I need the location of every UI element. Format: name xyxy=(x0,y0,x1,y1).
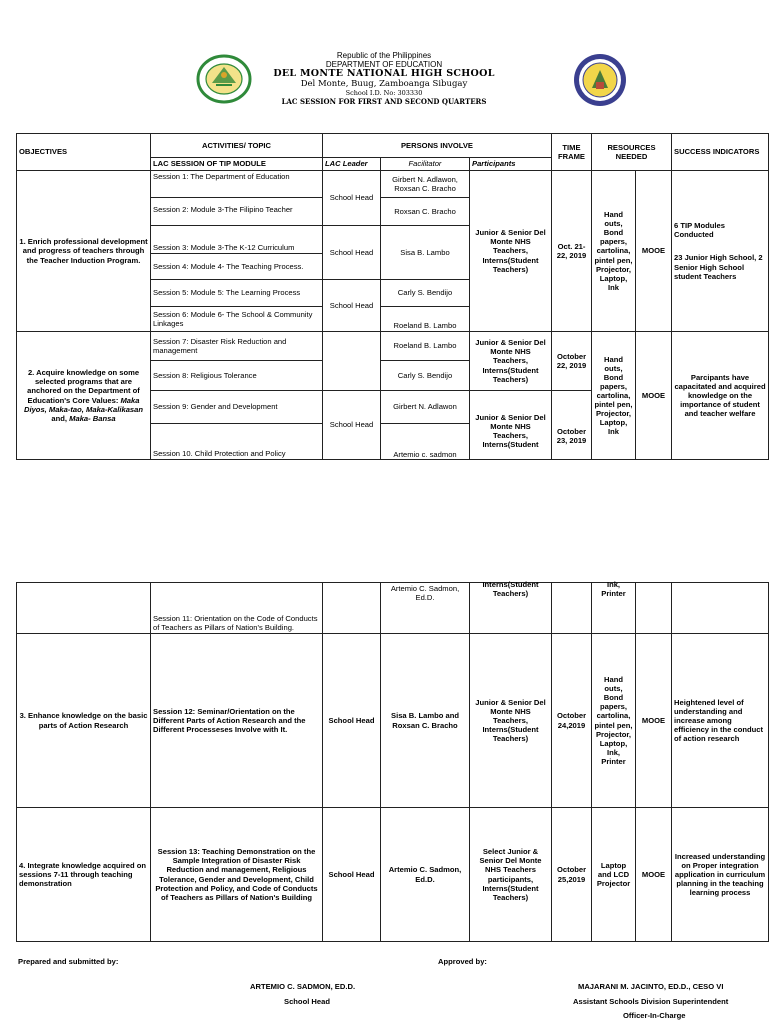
table-header-row xyxy=(17,134,769,158)
facilitator-4: Carly S. Bendijo xyxy=(381,280,470,307)
success-1 xyxy=(672,171,769,332)
objective-4: 4. Integrate knowledge acquired on sessions 7-11 through teaching demonstration xyxy=(17,808,151,942)
participants-2: Junior & Senior Del Monte NHS Teachers, Interns(Student Teachers) xyxy=(470,332,552,391)
facilitator-3: Sisa B. Lambo xyxy=(381,226,470,280)
objective-2: 2. Acquire knowledge on some selected programs that are anchored on the Department of Education's Core Values: Maka Diyos, Maka-tao, Maka-Kalikasan and, Maka- Bansa xyxy=(17,332,151,460)
prepared-label: Prepared and submitted by: xyxy=(18,957,119,966)
table-row xyxy=(17,583,769,634)
session-1: Session 1: The Department of Education xyxy=(151,171,323,198)
timeframe-cont xyxy=(552,583,592,634)
table-row xyxy=(17,332,769,361)
objective-1: 1. Enrich professional development and progress of teachers through the Teacher Induction Program. xyxy=(17,171,151,332)
signatory-2-name: MAJARANI M. JACINTO, ED.D., CESO VI xyxy=(578,982,724,991)
facilitator-5: Roeland B. Lambo xyxy=(381,307,470,332)
participants-4: Junior & Senior Del Monte NHS Teachers, Interns(Student Teachers) xyxy=(470,634,552,808)
participants-3-rest: Interns(Student Teachers) xyxy=(470,583,552,634)
session-7: Session 7: Disaster Risk Reduction and management xyxy=(151,332,323,361)
signatory-1-name: ARTEMIO C. SADMON, ED.D. xyxy=(250,982,356,991)
success-1b: 23 Junior High School, 2 Senior High School student Teachers xyxy=(674,253,763,281)
facilitator-7: Carly S. Bendijo xyxy=(381,361,470,391)
timeframe-1: Oct. 21-22, 2019 xyxy=(552,171,592,332)
objective-3: 3. Enhance knowledge on the basic parts of Action Research xyxy=(17,634,151,808)
session-3: Session 3: Module 3-The K-12 Curriculum xyxy=(151,226,323,254)
deped-seal-icon xyxy=(196,55,252,103)
school-id: School I.D. No: 303330 xyxy=(345,89,423,98)
success-2: Parcipants have capacitated and acquired knowledge on the importance of student and teacher welfare xyxy=(672,332,769,460)
department-line: DEPARTMENT OF EDUCATION xyxy=(325,60,443,70)
table-row xyxy=(17,634,769,808)
table-row xyxy=(17,171,769,198)
school-address: Del Monte, Buug, Zamboanga Sibugay xyxy=(300,79,468,90)
letterhead xyxy=(0,51,768,106)
facilitator-2: Roxsan C. Bracho xyxy=(381,198,470,226)
leader-2: School Head xyxy=(323,226,381,280)
facilitator-1: Girbert N. Adlawon, Roxsan C. Bracho xyxy=(381,171,470,198)
table-row xyxy=(17,808,769,942)
session-5: Session 5: Module 5: The Learning Process xyxy=(151,280,323,307)
timeframe-5: October 25,2019 xyxy=(552,808,592,942)
funding-2: MOOE xyxy=(636,332,672,460)
session-6: Session 6: Module 6- The School & Community Linkages xyxy=(151,307,323,332)
document-page-1 xyxy=(0,0,768,460)
session-10: Session 10. Child Protection and Policy xyxy=(151,424,323,460)
funding-cont xyxy=(636,583,672,634)
signatory-2-title2: Officer-In-Charge xyxy=(623,1011,686,1020)
resources-2-rest: Ink, Printer xyxy=(592,583,636,634)
participants-3: Junior & Senior Del Monte NHS Teachers, Interns(Student xyxy=(470,391,552,460)
col-sub-activity: LAC SESSION OF TIP MODULE xyxy=(151,158,323,171)
leader-3: School Head xyxy=(323,280,381,332)
col-success: SUCCESS INDICATORS xyxy=(672,134,769,171)
success-3: Heightened level of understanding and increase among efficiency in the conduct of action research xyxy=(672,634,769,808)
leader-cont xyxy=(323,583,381,634)
session-9: Session 9: Gender and Development xyxy=(151,391,323,424)
success-1a: 6 TIP Modules Conducted xyxy=(674,221,725,240)
session-12: Session 12: Seminar/Orientation on the Different Parts of Action Research and the Different Processeses Involve with It. xyxy=(151,634,323,808)
participants-1: Junior & Senior Del Monte NHS Teachers, Interns(Student Teachers) xyxy=(470,171,552,332)
lac-plan-table-page2 xyxy=(16,582,769,942)
facilitator-9-cut: Artemio c. sadmon xyxy=(381,424,470,460)
col-participants: Participants xyxy=(470,158,552,171)
timeframe-2: October 22, 2019 xyxy=(552,332,592,391)
school-name: DEL MONTE NATIONAL HIGH SCHOOL xyxy=(273,68,495,80)
republic-line: Republic of the Philippines xyxy=(336,51,432,60)
session-8: Session 8: Religious Tolerance xyxy=(151,361,323,391)
facilitator-11: Artemio C. Sadmon, Ed.D. xyxy=(381,808,470,942)
col-time: TIME FRAME xyxy=(552,134,592,171)
col-activities: ACTIVITIES/ TOPIC xyxy=(151,134,323,158)
facilitator-10: Sisa B. Lambo and Roxsan C. Bracho xyxy=(381,634,470,808)
approved-label: Approved by: xyxy=(438,957,487,966)
objective-2-cont xyxy=(17,583,151,634)
col-lac-leader: LAC Leader xyxy=(323,158,381,171)
col-facilitator: Facilitator xyxy=(381,158,470,171)
participants-5: Select Junior & Senior Del Monte NHS Teachers participants, Interns(Student Teachers) xyxy=(470,808,552,942)
session-2: Session 2: Module 3-The Filipino Teacher xyxy=(151,198,323,226)
success-4: Increased understanding on Proper integration application in curriculum planning in the teaching learning process xyxy=(672,808,769,942)
leader-1: School Head xyxy=(323,171,381,226)
resources-3: Hand outs, Bond papers, cartolina, pintel pen, Projector, Laptop, Ink, Printer xyxy=(592,634,636,808)
leader-5: School Head xyxy=(323,634,381,808)
funding-4: MOOE xyxy=(636,808,672,942)
funding-3: MOOE xyxy=(636,634,672,808)
facilitator-9-rest: Artemio C. Sadmon, Ed.D. xyxy=(381,583,470,634)
col-objectives: OBJECTIVES xyxy=(17,134,151,171)
col-persons: PERSONS INVOLVE xyxy=(323,134,552,158)
session-13: Session 13: Teaching Demonstration on the Sample Integration of Disaster Risk Reduction and management, Religious Tolerance, Gender and Development, Child Protection and Policy, and Code of Conducts of Teachers as Pillars of Nation's Building xyxy=(151,808,323,942)
success-cont xyxy=(672,583,769,634)
timeframe-3: October 23, 2019 xyxy=(552,391,592,460)
signatory-2-title: Assistant Schools Division Superintendent xyxy=(573,997,729,1006)
funding-1: MOOE xyxy=(636,171,672,332)
session-title: LAC SESSION FOR FIRST AND SECOND QUARTERS xyxy=(281,96,487,106)
leader-empty xyxy=(323,332,381,391)
document-page-2 xyxy=(0,580,768,1024)
resources-1: Hand outs, Bond papers, cartolina, pintel pen, Projector, Laptop, Ink xyxy=(592,171,636,332)
resources-4: Laptop and LCD Projector xyxy=(592,808,636,942)
session-11: Session 11: Orientation on the Code of Conducts of Teachers as Pillars of Nation's Building. xyxy=(151,583,323,634)
timeframe-4: October 24,2019 xyxy=(552,634,592,808)
resources-2: Hand outs, Bond papers, cartolina, pintel pen, Projector, Laptop, Ink xyxy=(592,332,636,460)
signatory-1-title: School Head xyxy=(284,997,330,1006)
facilitator-6: Roeland B. Lambo xyxy=(381,332,470,361)
leader-4: School Head xyxy=(323,391,381,460)
school-seal-icon xyxy=(568,52,632,108)
facilitator-8: Girbert N. Adlawon xyxy=(381,391,470,424)
lac-plan-table-page1 xyxy=(16,133,769,460)
leader-6: School Head xyxy=(323,808,381,942)
session-4: Session 4: Module 4- The Teaching Process. xyxy=(151,254,323,280)
col-resources: RESOURCES NEEDED xyxy=(592,134,672,171)
